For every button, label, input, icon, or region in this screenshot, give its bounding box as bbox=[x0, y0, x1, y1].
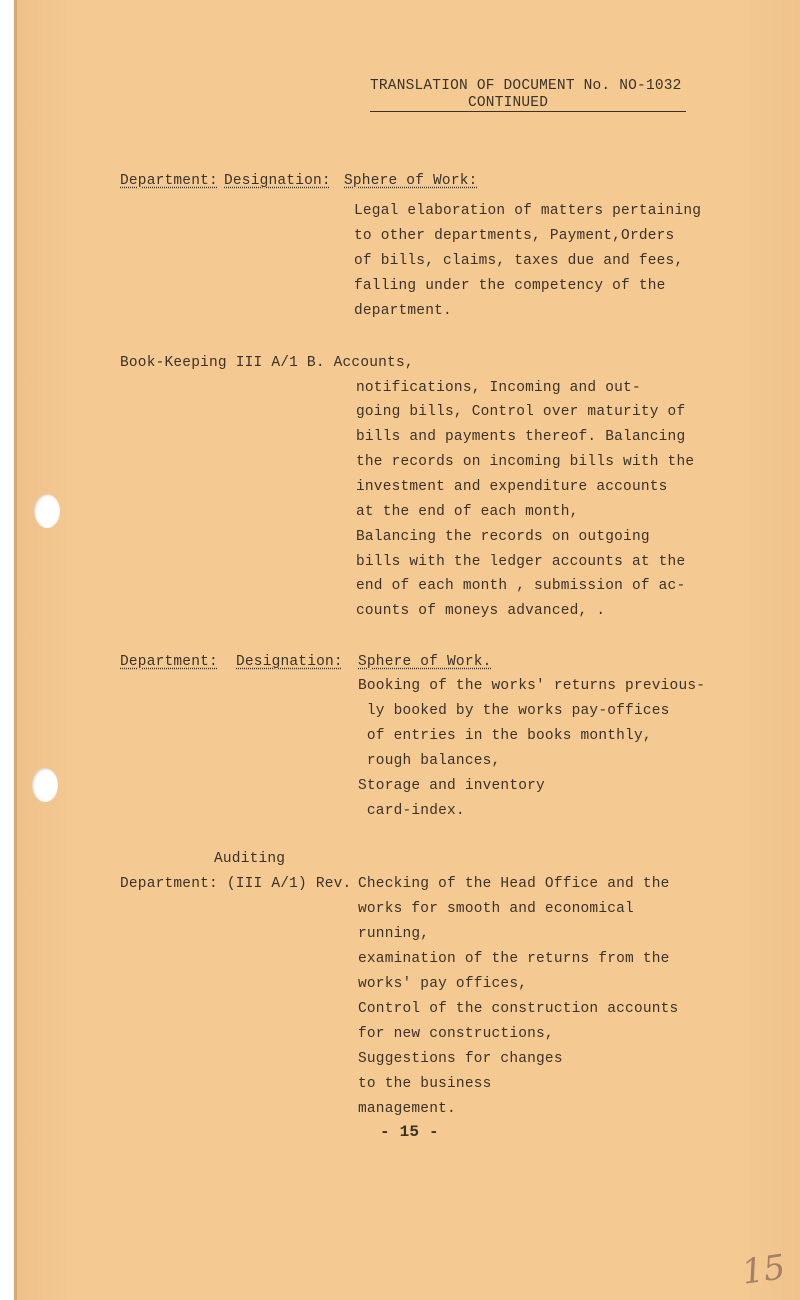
section3-designation-heading: Designation: bbox=[236, 654, 343, 670]
section3-department-heading: Department: bbox=[120, 654, 218, 670]
section2-label: Book-Keeping III A/1 B. Accounts, bbox=[120, 355, 414, 371]
section2-line: at the end of each month, bbox=[356, 504, 579, 520]
section3-line: ly booked by the works pay-offices bbox=[358, 703, 670, 719]
section4-label-top: Auditing bbox=[214, 851, 286, 867]
section2-line: investment and expenditure accounts bbox=[356, 479, 668, 495]
section4-line: Control of the construction accounts bbox=[358, 1001, 679, 1017]
document-subtitle: CONTINUED bbox=[468, 95, 549, 111]
page-number: - 15 - bbox=[380, 1123, 439, 1141]
document-page bbox=[14, 0, 800, 1300]
section2-line: notifications, Incoming and out- bbox=[356, 380, 641, 396]
section1-designation-heading: Designation: bbox=[224, 173, 331, 189]
section1-line: Legal elaboration of matters pertaining bbox=[354, 203, 702, 219]
section1-line: falling under the competency of the bbox=[354, 278, 666, 294]
section4-line: management. bbox=[358, 1101, 456, 1117]
section1-line: of bills, claims, taxes due and fees, bbox=[354, 253, 684, 269]
section4-line: to the business bbox=[358, 1076, 492, 1092]
section3-line: Booking of the works' returns previous- bbox=[358, 678, 706, 694]
section2-line: Balancing the records on outgoing bbox=[356, 529, 650, 545]
section3-line: Storage and inventory bbox=[358, 778, 545, 794]
section1-line: department. bbox=[354, 303, 452, 319]
section4-line: for new constructions, bbox=[358, 1026, 554, 1042]
section4-label: Department: (III A/1) Rev. bbox=[120, 876, 352, 892]
section4-line: examination of the returns from the bbox=[358, 951, 670, 967]
section2-line: bills with the ledger accounts at the bbox=[356, 554, 686, 570]
punch-hole-upper bbox=[34, 494, 60, 528]
section1-department-heading: Department: bbox=[120, 173, 218, 189]
section4-line: Checking of the Head Office and the bbox=[358, 876, 670, 892]
section3-line: of entries in the books monthly, bbox=[358, 728, 652, 744]
punch-hole-lower bbox=[32, 768, 58, 802]
section3-line: rough balances, bbox=[358, 753, 501, 769]
section4-line: works' pay offices, bbox=[358, 976, 528, 992]
section2-line: end of each month , submission of ac- bbox=[356, 578, 686, 594]
section4-line: works for smooth and economical bbox=[358, 901, 634, 917]
document-title: TRANSLATION OF DOCUMENT No. NO-1032 bbox=[370, 78, 682, 94]
page-edge bbox=[14, 0, 17, 1300]
section2-line: counts of moneys advanced, . bbox=[356, 603, 606, 619]
section4-line: running, bbox=[358, 926, 430, 942]
section2-line: going bills, Control over maturity of bbox=[356, 404, 686, 420]
section4-line: Suggestions for changes bbox=[358, 1051, 563, 1067]
handwritten-folio-number: 15 bbox=[739, 1247, 788, 1293]
header-underline bbox=[370, 111, 686, 112]
section2-line: the records on incoming bills with the bbox=[356, 454, 695, 470]
section1-sphere-heading: Sphere of Work: bbox=[344, 173, 478, 189]
section3-sphere-heading: Sphere of Work. bbox=[358, 654, 492, 670]
section1-line: to other departments, Payment,Orders bbox=[354, 228, 675, 244]
section3-line: card-index. bbox=[358, 803, 465, 819]
section2-line: bills and payments thereof. Balancing bbox=[356, 429, 686, 445]
